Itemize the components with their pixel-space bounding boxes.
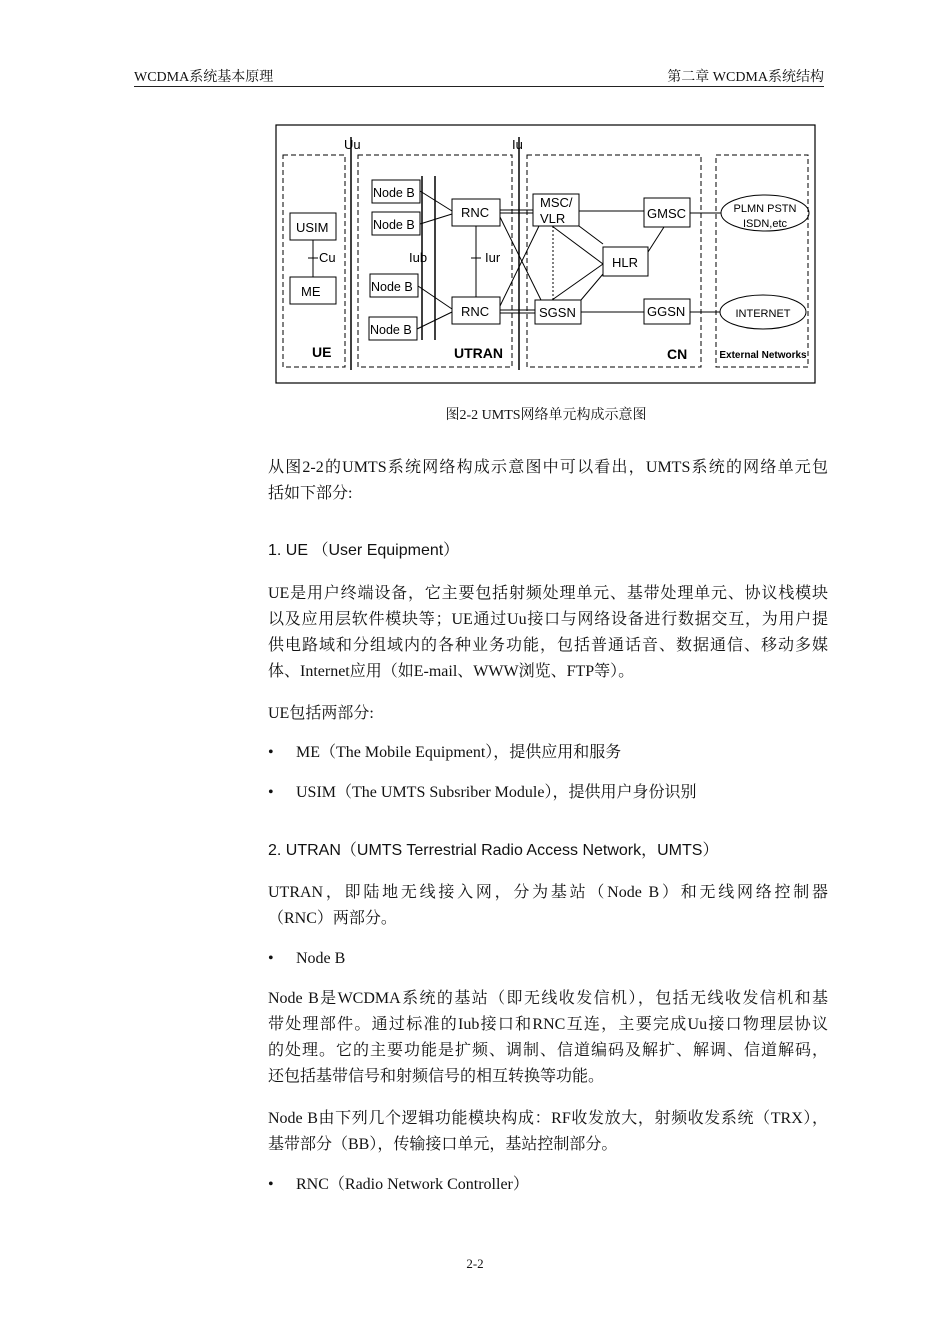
nodeb-bullet-text: Node B bbox=[296, 950, 346, 967]
section1-heading: 1. UE （User Equipment） bbox=[268, 542, 460, 559]
nodeb1-label: Node B bbox=[373, 186, 415, 200]
ue-label: UE bbox=[312, 344, 332, 360]
plmn-label-1: PLMN PSTN bbox=[733, 203, 797, 215]
hlr-label: HLR bbox=[612, 255, 639, 270]
bullet-marker: • bbox=[268, 744, 274, 761]
umts-network-diagram bbox=[274, 124, 819, 386]
cn-label: CN bbox=[667, 346, 688, 362]
nodeb-para-line-4: 还包括基带信号和射频信号的相互转换等功能。 bbox=[268, 1068, 605, 1085]
ue-bullet-usim bbox=[268, 780, 696, 806]
figure-frame bbox=[276, 125, 815, 383]
nodeb-modules-paragraph bbox=[268, 1106, 828, 1158]
utran-label: UTRAN bbox=[454, 345, 503, 361]
nodeb3-label: Node B bbox=[371, 280, 413, 294]
ue-bullet-me-text: ME（The Mobile Equipment），提供应用和服务 bbox=[296, 744, 622, 761]
utran-para-line-1: UTRAN，即陆地无线接入网，分为基站（Node B）和无线网络控制器 bbox=[268, 884, 828, 901]
me-label: ME bbox=[301, 284, 321, 299]
header-right: 第二章 WCDMA系统结构 bbox=[667, 70, 824, 85]
bullet-marker: • bbox=[268, 1176, 274, 1193]
rnc2-label: RNC bbox=[461, 304, 490, 319]
ue-paragraph bbox=[268, 581, 828, 685]
msc-label-1: MSC/ bbox=[540, 195, 573, 210]
iu-label: Iu bbox=[512, 137, 523, 152]
ue-para-line-1: UE是用户终端设备，它主要包括射频处理单元、基带处理单元、协议栈模块 bbox=[268, 585, 828, 602]
ue-bullet-usim-text: USIM（The UMTS Subsriber Module），提供用户身份识别 bbox=[296, 784, 697, 801]
nodeb4-label: Node B bbox=[370, 323, 412, 337]
section2-heading: 2. UTRAN（UMTS Terrestrial Radio Access Network，UMTS） bbox=[268, 842, 719, 859]
bullet-marker: • bbox=[268, 950, 274, 967]
gmsc-label: GMSC bbox=[647, 206, 686, 221]
nodeb2-label: Node B bbox=[373, 218, 415, 232]
nodeb-bullet bbox=[268, 946, 345, 972]
iub-label: Iub bbox=[409, 250, 428, 265]
rnc1-label: RNC bbox=[461, 205, 490, 220]
iur-label: Iur bbox=[485, 250, 501, 265]
nodeb-modules-line-2: 基带部分（BB），传输接口单元，基站控制部分。 bbox=[268, 1136, 618, 1153]
external-domain bbox=[716, 155, 808, 367]
plmn-label-2: ISDN,etc bbox=[742, 218, 788, 230]
nodeb-para-line-2: 带处理部件。通过标准的Iub接口和RNC互连，主要完成Uu接口物理层协议 bbox=[268, 1016, 828, 1033]
ue-parts-text: UE包括两部分: bbox=[268, 705, 374, 722]
uu-label: Uu bbox=[344, 137, 361, 152]
header-rule bbox=[134, 86, 824, 87]
ue-bullet-me bbox=[268, 740, 621, 766]
ue-para-line-3: 供电路域和分组域内的各种业务功能，包括普通话音、数据通信、移动多媒 bbox=[268, 637, 828, 654]
msc-label-2: VLR bbox=[540, 211, 566, 226]
intro-paragraph bbox=[268, 455, 828, 507]
external-label: External Networks bbox=[719, 350, 807, 361]
nodeb-paragraph bbox=[268, 986, 828, 1090]
ggsn-label: GGSN bbox=[647, 304, 686, 319]
nodeb-modules-line-1: Node B由下列几个逻辑功能模块构成：RF收发放大，射频收发系统（TRX）， bbox=[268, 1110, 828, 1127]
rnc-bullet-text: RNC（Radio Network Controller） bbox=[296, 1176, 529, 1193]
intro-line-1: 从图2-2的UMTS系统网络构成示意图中可以看出，UMTS系统的网络单元包 bbox=[268, 459, 828, 476]
header-left: WCDMA系统基本原理 bbox=[134, 70, 274, 85]
cu-label: Cu bbox=[319, 250, 336, 265]
ue-para-line-2: 以及应用层软件模块等；UE通过Uu接口与网络设备进行数据交互，为用户提 bbox=[268, 611, 828, 628]
utran-paragraph bbox=[268, 880, 828, 932]
internet-label: INTERNET bbox=[735, 308, 791, 320]
ue-domain bbox=[283, 155, 345, 367]
nodeb-para-line-1: Node B是WCDMA系统的基站（即无线收发信机），包括无线收发信机和基 bbox=[268, 990, 828, 1007]
utran-para-line-2: （RNC）两部分。 bbox=[268, 910, 397, 927]
ue-para-line-4: 体、Internet应用（如E-mail、WWW浏览、FTP等）。 bbox=[268, 663, 635, 680]
nodeb-para-line-3: 的处理。它的主要功能是扩频、调制、信道编码及解扩、解调、信道解码， bbox=[268, 1042, 828, 1059]
usim-label: USIM bbox=[296, 220, 329, 235]
figure-caption: 图2-2 UMTS网络单元构成示意图 bbox=[445, 408, 647, 423]
page-number: 2-2 bbox=[466, 1256, 484, 1271]
sgsn-label: SGSN bbox=[539, 305, 576, 320]
bullet-marker: • bbox=[268, 784, 274, 801]
rnc-bullet bbox=[268, 1172, 529, 1198]
intro-line-2: 括如下部分: bbox=[268, 485, 353, 502]
